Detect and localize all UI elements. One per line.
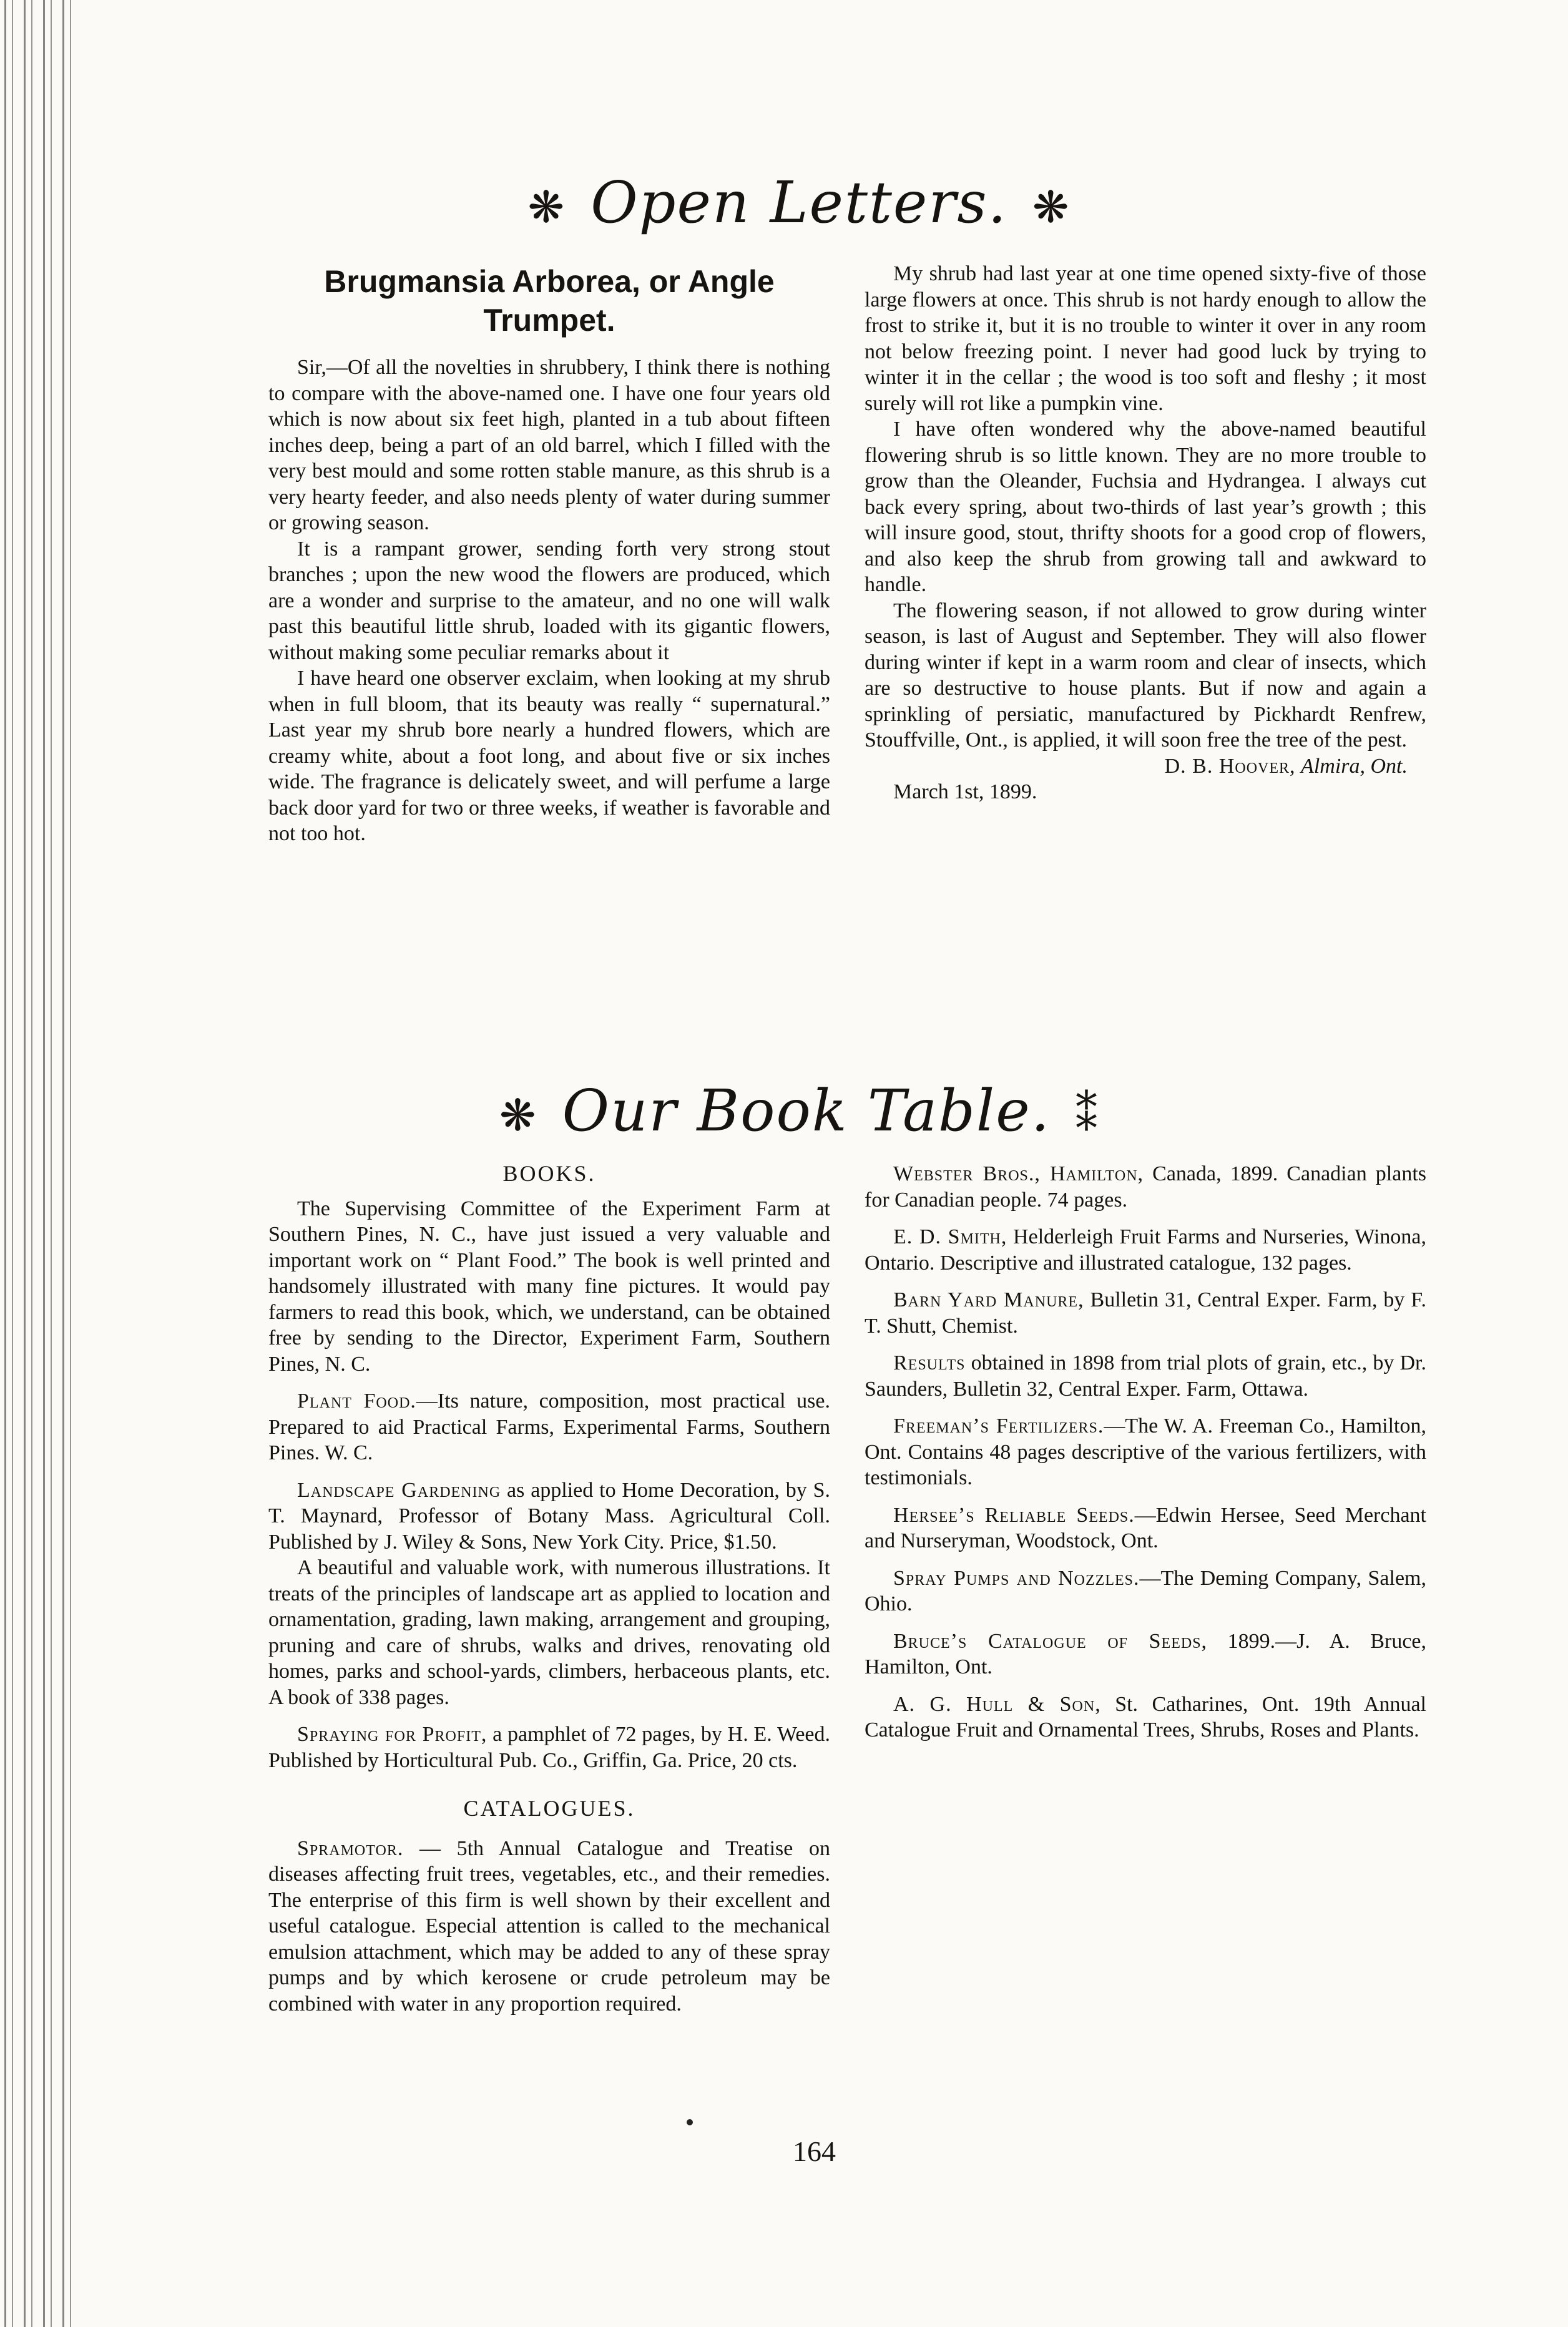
book-entry: Landscape Gardening as applied to Home Decoration, by S. T. Maynard, Professor of Botany Mass. Agricultural Coll. Published by J. Wiley & Sons, New York City. Price, $1.50. [268,1478,830,1554]
book-entry: Spraying for Profit, a pamphlet of 72 pages, by H. E. Weed. Published by Horticultural Pub. Co., Griffin, Ga. Price, 20 cts. [268,1723,831,1772]
book-entry: Plant Food.—Its nature, composition, most practical use. Prepared to aid Practical Farms, Experimental Farms, Southern Pines. W. C. [268,1389,830,1464]
catalogue-entry: Webster Bros., Hamilton, Canada, 1899. Canadian plants for Canadian people. 74 pages. [865,1162,1426,1212]
book-table-left-column [268,1161,830,2017]
ornament-right-icon: ❋ [1032,182,1071,233]
catalogue-entry: Bruce’s Catalogue of Seeds, 1899.—J. A. Bruce, Hamilton, Ont. [865,1629,1426,1678]
ornament-left-icon: ❋ [527,182,566,233]
open-letters-left-column [268,262,830,847]
open-letters-heading [268,169,1330,242]
letter-signature [865,753,1426,780]
signature-place: Almira, Ont. [1301,754,1408,778]
letter-paragraph: I have heard one observer exclaim, when looking at my shrub when in full bloom, that its beauty was really “ supernatural.” Last year my shrub bore nearly a hundred flowers, which are creamy white, about a foot long, and about five or six inches wide. The fragrance is delicately sweet, and will perfume a large back door yard for two or three weeks, if weather is favorable and not too hot. [268,667,830,845]
signature-name: D. B. Hoover, [1164,754,1296,778]
letter-paragraph: I have often wondered why the above-named beautiful flowering shrub is so little known. They are no more trouble to grow than the Oleander, Fuchsia and Hydrangea. I always cut back every spring, about two-thirds of last year’s growth ; this will insure good, stout, thrifty shoots for a good crop of flowers, and also keep the shrub from growing tall and awkward to handle. [865,418,1426,596]
letter-paragraph: My shrub had last year at one time opened sixty-five of those large flowers at once. This shrub is not hardy enough to allow the frost to strike it, but it is no trouble to winter it over in any room not below freezing point. I never had good luck by trying to winter it in the cellar ; the wood is too soft and fleshy ; it most surely will rot like a pumpkin vine. [865,262,1426,415]
open-letters-title: Open Letters. [590,169,1007,236]
catalogues-heading: CATALOGUES. [463,1796,635,1821]
open-letters-right-column [865,261,1426,805]
letter-paragraph: It is a rampant grower, sending forth very strong stout branches ; upon the new wood the flowers are produced, which are a wonder and surprise to the amateur, and no one will walk past this beautiful little shrub, loaded with its gigantic flowers, without making some peculiar remarks about it [268,537,830,664]
catalogue-entry: A. G. Hull & Son, St. Catharines, Ont. 19th Annual Catalogue Fruit and Ornamental Trees, Shrubs, Roses and Plants. [865,1692,1426,1742]
ornament-left-icon: ❋ [499,1090,537,1141]
article-title: Brugmansia Arborea, or Angle Trumpet. [324,264,775,338]
book-table-right-column [865,1161,1426,1743]
catalogue-entry: Results obtained in 1898 from trial plots of grain, etc., by Dr. Saunders, Bulletin 32, Central Exper. Farm, Ottawa. [865,1351,1426,1401]
book-table-title: Our Book Table. [562,1077,1051,1144]
letter-paragraph: Sir,—Of all the novelties in shrubbery, I think there is nothing to compare with the above-named one. I have one four years old which is now about six feet high, planted in a tub about fifteen inches deep, being a part of an old barrel, which I filled with the very best mould and some rotten stable manure, as this shrub is a very hearty feeder, and also needs plenty of water during summer or growing season. [268,356,830,534]
stray-dot-mark [687,2119,693,2125]
letter-date: March 1st, 1899. [893,780,1037,803]
catalogue-entry: Spramotor. — 5th Annual Catalogue and Treatise on diseases affecting fruit trees, vegetables, etc., and their remedies. The enterprise of this firm is well shown by their excellent and useful catalogue. Especial attention is called to the mechanical emulsion attachment, which may be added to any of these spray pumps and by which kerosene or crude petroleum may be combined with water in any proportion required. [268,1836,830,2016]
letter-paragraph: The flowering season, if not allowed to grow during winter season, is last of August and September. They will also flower during winter if kept in a warm room and clear of insects, which are so destructive to house plants. But if now and again a sprinkling of persiatic, manufactured by Pickhardt Renfrew, Stouffville, Ont., is applied, it will soon free the tree of the pest. [865,599,1426,752]
page-number: 164 [793,2135,836,2167]
page-binding-edge [0,0,81,2327]
catalogue-entry: Freeman’s Fertilizers.—The W. A. Freeman Co., Hamilton, Ont. Contains 48 pages descriptive of the various fertilizers, with testimonials. [865,1414,1427,1489]
books-heading: BOOKS. [502,1161,596,1186]
book-entry: A beautiful and valuable work, with numerous illustrations. It treats of the principles of landscape art as applied to location and ornamentation, grading, lawn making, arrangement and grouping, pruning and care of shrubs, walks and drives, renovating old homes, parks and school-yards, climbers, herbaceous plants, etc. A book of 338 pages. [268,1556,830,1709]
catalogue-entry: Barn Yard Manure, Bulletin 31, Central Exper. Farm, by F. T. Shutt, Chemist. [865,1288,1426,1338]
catalogue-entry: Spray Pumps and Nozzles.—The Deming Company, Salem, Ohio. [865,1566,1427,1615]
ornament-right-icon: ⁑ [1076,1090,1099,1141]
catalogue-entry: Hersee’s Reliable Seeds.—Edwin Hersee, Seed Merchant and Nurseryman, Woodstock, Ont. [865,1503,1426,1552]
book-entry: The Supervising Committee of the Experiment Farm at Southern Pines, N. C., have just issued a very valuable and important work on “ Plant Food.” The book is well printed and handsomely illustrated with many fine pictures. It would pay farmers to read this book, which, we understand, can be obtained free by sending to the Director, Experiment Farm, Southern Pines, N. C. [268,1197,830,1376]
book-table-heading [268,1077,1330,1150]
catalogue-entry: E. D. Smith, Helderleigh Fruit Farms and Nurseries, Winona, Ontario. Descriptive and illustrated catalogue, 132 pages. [865,1225,1426,1275]
